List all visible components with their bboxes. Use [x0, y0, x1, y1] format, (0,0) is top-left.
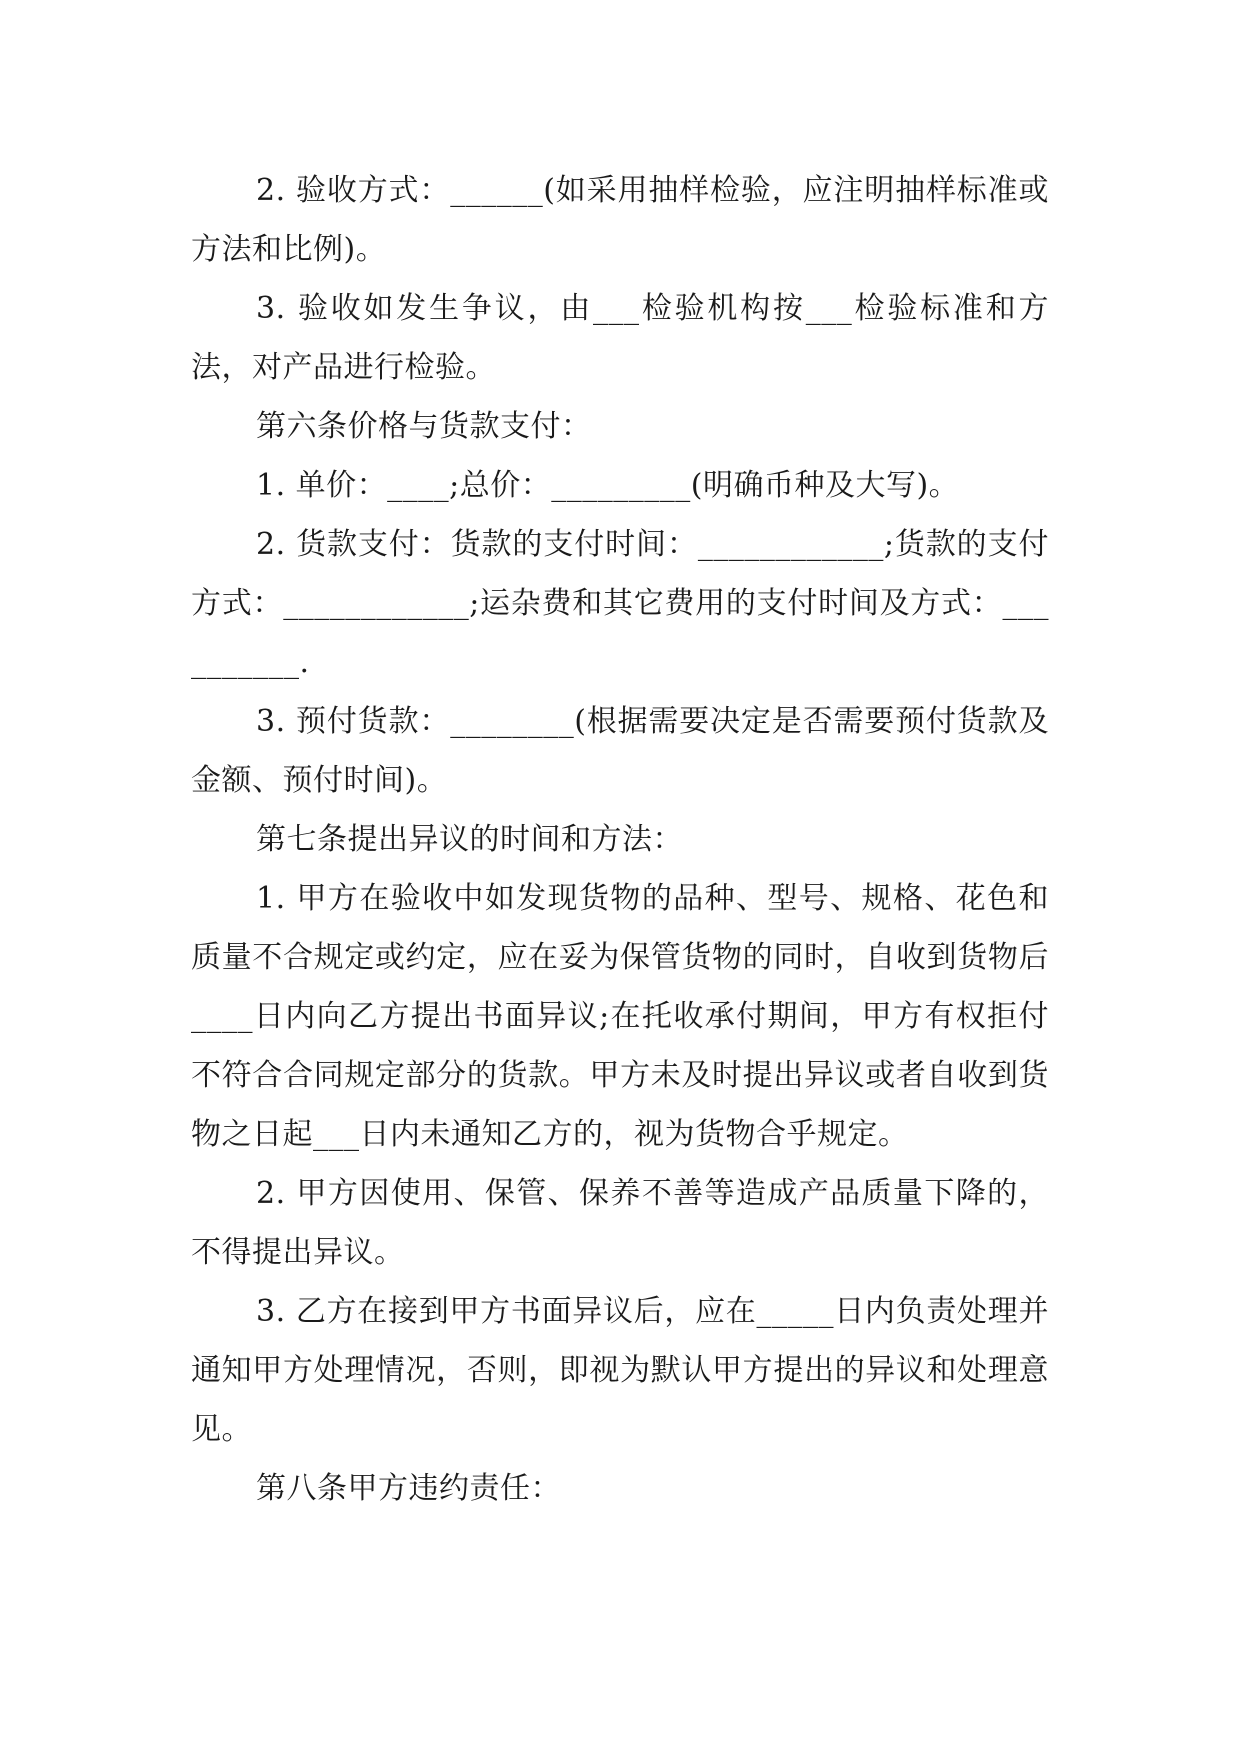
- paragraph-objection-misuse: 2. 甲方因使用、保管、保养不善等造成产品质量下降的，不得提出异议。: [191, 1176, 1049, 1270]
- paragraph-prepayment: 3. 预付货款：________(根据需要决定是否需要预付货款及金额、预付时间)。: [191, 704, 1049, 798]
- paragraph-objection-inspection: 1. 甲方在验收中如发现货物的品种、型号、规格、花色和质量不合规定或约定，应在妥为保管货物的同时，自收到货物后____日内向乙方提出书面异议;在托收承付期间，甲方有权拒付不符合合同规定部分的货款。甲方未及时提出异议或者自收到货物之日起___日内未通知乙方的，视为货物合乎规定。: [191, 881, 1049, 1152]
- paragraph-unit-price: 1. 单价：____;总价：_________(明确币种及大写)。: [256, 468, 960, 503]
- paragraph-acceptance-dispute: 3. 验收如发生争议，由___检验机构按___检验标准和方法，对产品进行检验。: [191, 291, 1049, 385]
- paragraph-objection-handling: 3. 乙方在接到甲方书面异议后，应在_____日内负责处理并通知甲方处理情况，否则，即视为默认甲方提出的异议和处理意见。: [191, 1294, 1049, 1447]
- paragraph-acceptance-method: 2. 验收方式：______(如采用抽样检验，应注明抽样标准或方法和比例)。: [191, 173, 1049, 267]
- paragraph-payment: 2. 货款支付：货款的支付时间：____________;货款的支付方式：____________;运杂费和其它费用的支付时间及方式：__________.: [191, 527, 1049, 680]
- heading-article-7: 第七条提出异议的时间和方法：: [256, 822, 683, 857]
- heading-article-8: 第八条甲方违约责任：: [256, 1471, 561, 1506]
- heading-article-6: 第六条价格与货款支付：: [256, 409, 592, 444]
- document-body: [191, 161, 1049, 1518]
